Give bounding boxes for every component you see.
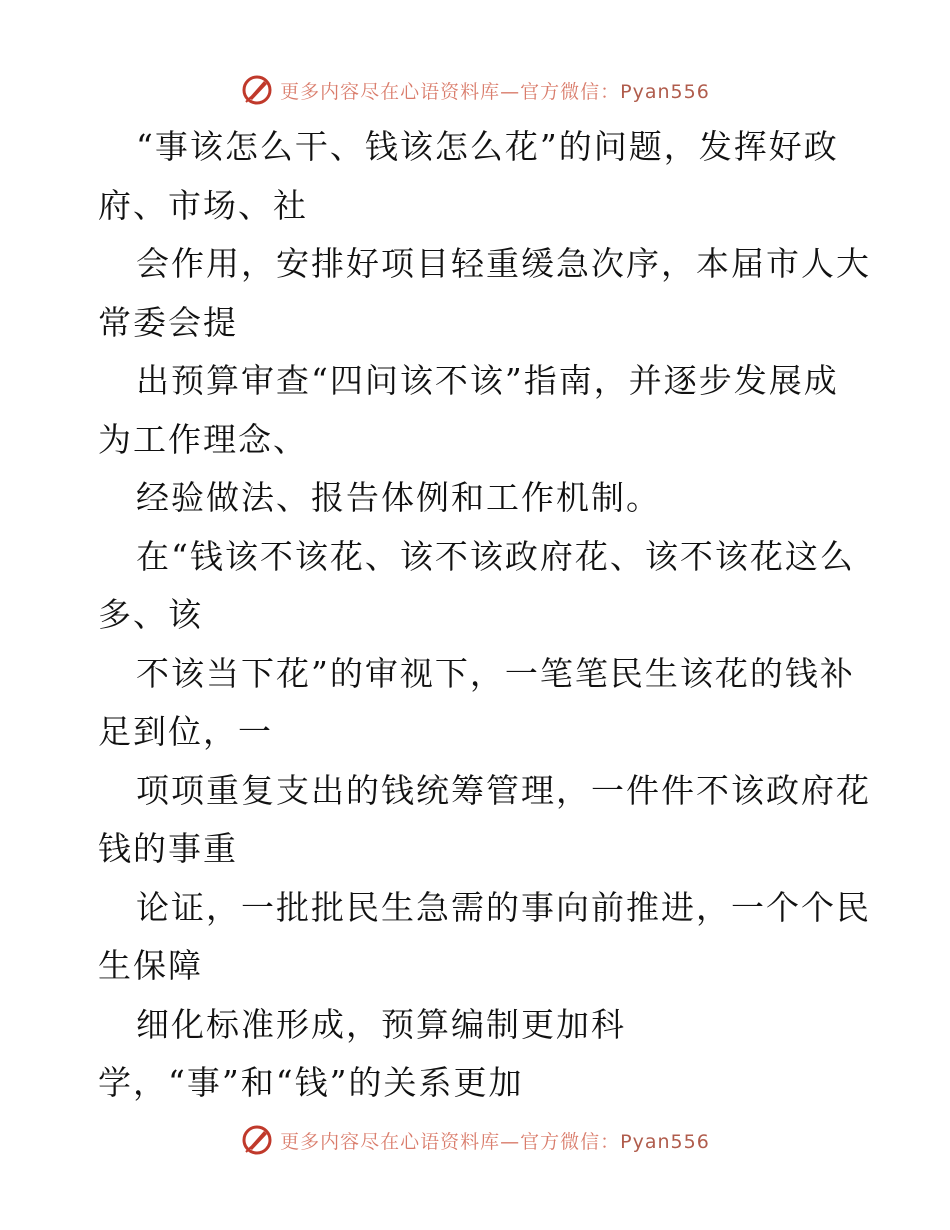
text-line: 生保障 — [98, 946, 203, 985]
watermark-text: 更多内容尽在心语资料库—官方微信：Pyan556 — [280, 80, 710, 103]
text-line: 细化标准形成，预算编制更加科 — [136, 1004, 626, 1044]
header-watermark — [0, 70, 950, 110]
text-line: 府、市场、社 — [98, 185, 308, 225]
watermark-text: 更多内容尽在心语资料库—官方微信：Pyan556 — [280, 1130, 710, 1153]
quill-seal-icon — [240, 73, 274, 107]
text-line: 项项重复支出的钱统筹管理，一件件不该政府花 — [136, 770, 871, 810]
text-line: 在“钱该不该花、该不该政府花、该不该花这么 — [136, 536, 855, 576]
document-body — [98, 118, 871, 1113]
footer-watermark — [0, 1120, 950, 1160]
text-line: 多、该 — [98, 595, 203, 634]
text-line: 经验做法、报告体例和工作机制。 — [136, 478, 661, 517]
text-line: 出预算审查“四问该不该”指南，并逐步发展成 — [136, 361, 839, 400]
text-line: 钱的事重 — [98, 829, 238, 868]
text-line: 学，“事”和“钱”的关系更加 — [98, 1063, 524, 1102]
text-line: 不该当下花”的审视下，一笔笔民生该花的钱补 — [136, 653, 855, 693]
text-line: 常委会提 — [98, 302, 238, 342]
text-line: 会作用，安排好项目轻重缓急次序，本届市人大 — [136, 244, 871, 283]
text-line: 论证，一批批民生急需的事向前推进，一个个民 — [136, 887, 871, 927]
text-line: 足到位，一 — [98, 712, 273, 751]
text-line: 为工作理念、 — [98, 419, 308, 459]
text-line: “事该怎么干、钱该怎么花”的问题，发挥好政 — [136, 127, 839, 166]
quill-seal-icon — [240, 1123, 274, 1157]
